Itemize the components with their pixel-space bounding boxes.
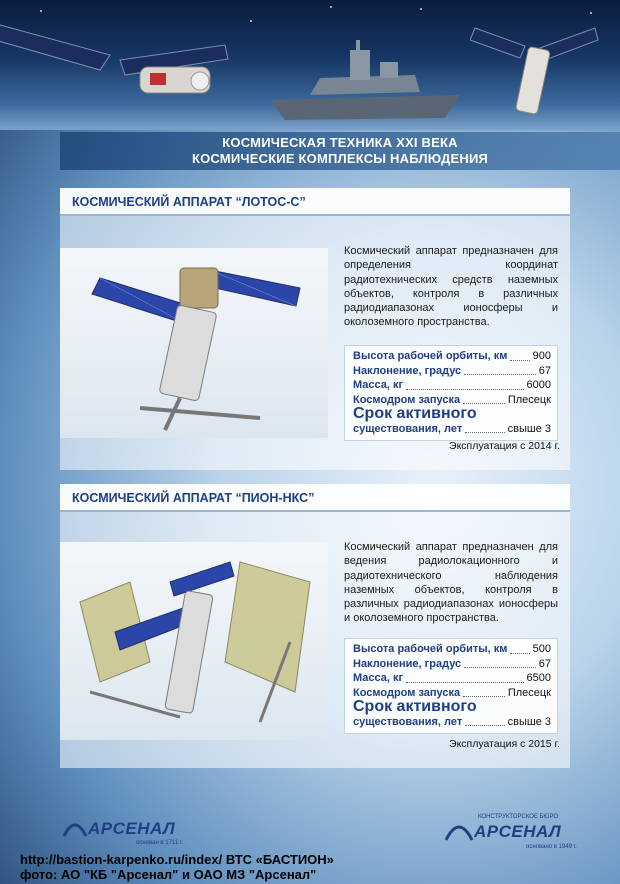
pion-specs-table: [344, 638, 558, 734]
warship-illustration: [270, 40, 460, 120]
spec-label: Масса, кг: [353, 672, 404, 684]
pion-exploitation-note: Эксплуатация с 2015 г.: [449, 738, 560, 750]
lotos-satellite-image: [60, 248, 328, 438]
title-line-1: КОСМИЧЕСКАЯ ТЕХНИКА XXI ВЕКА: [222, 135, 458, 150]
spec-label: Высота рабочей орбиты, км: [353, 643, 508, 655]
lotos-exploitation-note: Эксплуатация с 2014 г.: [449, 440, 560, 452]
logo-row: [62, 818, 175, 840]
spec-label: Наклонение, градус: [353, 364, 462, 377]
spec-row: [353, 378, 551, 393]
section-pion-heading: КОСМИЧЕСКИЙ АППАРАТ “ПИОН-НКС”: [60, 484, 570, 512]
spec-label: существования, лет: [353, 715, 463, 728]
source-url-line: http://bastion-karpenko.ru/index/ ВТС «БАСТИОН»: [20, 852, 334, 867]
dot-leader: [463, 403, 505, 404]
spec-value: свыше 3: [507, 715, 551, 728]
spec-row: [353, 715, 551, 730]
spec-value: 67: [538, 657, 551, 670]
page-title: [60, 132, 620, 170]
top-banner: [0, 0, 620, 130]
spec-row: [353, 364, 551, 379]
lotos-specs-table: [344, 345, 558, 441]
spec-value: Плесецк: [507, 686, 551, 699]
section-lotos-heading: КОСМИЧЕСКИЙ АППАРАТ “ЛОТОС-С”: [60, 188, 570, 216]
spec-value: Плесецк: [507, 393, 551, 406]
pion-satellite-image: [60, 542, 328, 740]
lotos-description: Космический аппарат предназначен для определения координат радиотехнических средств наземных объектов, контроля в различных радиодиапазонах ионосферы и околоземного пространства.: [344, 245, 558, 329]
spec-label: Высота рабочей орбиты, км: [353, 350, 508, 362]
logo-name: АРСЕНАЛ: [474, 822, 562, 841]
satellite-illustration-right: [470, 18, 600, 128]
spec-value: 500: [532, 643, 551, 655]
spec-label: Космодром запуска: [353, 393, 461, 406]
arsenal-emblem-icon: [444, 820, 474, 844]
logo-founded: основан в 1711 г.: [136, 840, 183, 846]
spec-label: Масса, кг: [353, 379, 404, 391]
dot-leader: [465, 432, 504, 433]
arsenal-plant-logo: [62, 818, 183, 846]
spec-row: [353, 642, 551, 657]
spec-value: 6500: [526, 672, 551, 684]
spec-value: 6000: [526, 379, 551, 391]
spec-row: [353, 349, 551, 364]
dot-leader: [464, 374, 536, 375]
star: [330, 6, 332, 8]
logo-caption: КОНСТРУКТОРСКОЕ БЮРО: [478, 814, 559, 820]
dot-leader: [406, 389, 523, 390]
logo-row: [444, 820, 561, 844]
lotos-satellite-drawing: [60, 248, 328, 438]
spec-row: [353, 657, 551, 672]
spec-value: свыше 3: [507, 422, 551, 435]
logo-founded: основано в 1949 г.: [526, 844, 577, 850]
logo-name: АРСЕНАЛ: [88, 819, 176, 838]
spec-row: [353, 422, 551, 437]
spec-label: Космодром запуска: [353, 686, 461, 699]
spec-value: 900: [532, 350, 551, 362]
spec-label: Срок активного: [353, 405, 477, 422]
dot-leader: [510, 360, 529, 361]
spec-label: Наклонение, градус: [353, 657, 462, 670]
dot-leader: [406, 682, 523, 683]
star: [40, 10, 42, 12]
star: [420, 8, 422, 10]
title-line-2: КОСМИЧЕСКИЕ КОМПЛЕКСЫ НАБЛЮДЕНИЯ: [191, 151, 489, 166]
star: [590, 12, 592, 14]
star: [250, 20, 252, 22]
pion-description: Космический аппарат предназначен для ведения радиолокационного и радиотехнического наблюдения наземных объектов, контроля в различных радиодиапазонах ионосферы и околоземного пространства.: [344, 541, 558, 625]
satellite-illustration-left: [0, 15, 230, 100]
dot-leader: [463, 696, 505, 697]
spec-row: [353, 671, 551, 686]
dot-leader: [464, 667, 536, 668]
photo-credit-line: фото: АО "КБ "Арсенал" и ОАО МЗ "Арсенал": [20, 867, 317, 882]
dot-leader: [465, 725, 504, 726]
spec-value: 67: [538, 364, 551, 377]
arsenal-emblem-icon: [62, 818, 88, 840]
dot-leader: [510, 653, 529, 654]
spec-label: существования, лет: [353, 422, 463, 435]
arsenal-bureau-logo: [444, 814, 577, 850]
pion-satellite-drawing: [60, 542, 328, 740]
spec-label: Срок активного: [353, 698, 477, 715]
